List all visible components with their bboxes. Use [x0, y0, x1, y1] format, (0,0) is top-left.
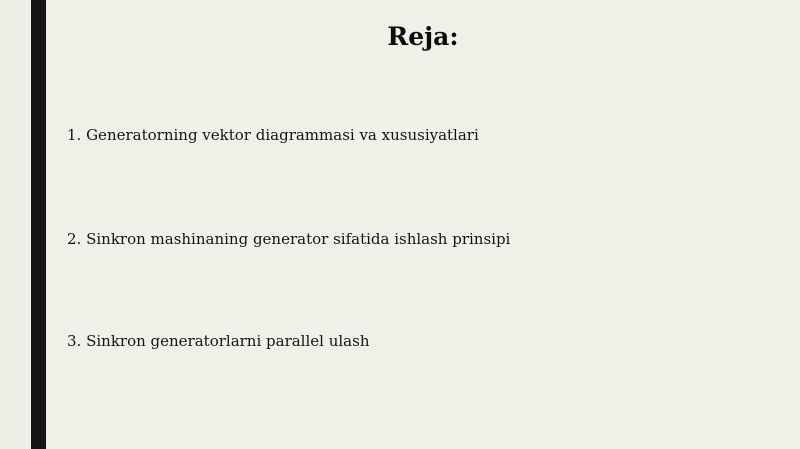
plan-item-2: 2. Sinkron mashinaning generator sifatida ishlash prinsipi: [67, 230, 511, 248]
accent-bar: [31, 0, 46, 449]
slide-title: Reja:: [387, 22, 459, 51]
plan-item-3: 3. Sinkron generatorlarni parallel ulash: [67, 332, 370, 350]
left-margin: [0, 0, 31, 449]
plan-item-1: 1. Generatorning vektor diagrammasi va xususiyatlari: [67, 126, 479, 144]
